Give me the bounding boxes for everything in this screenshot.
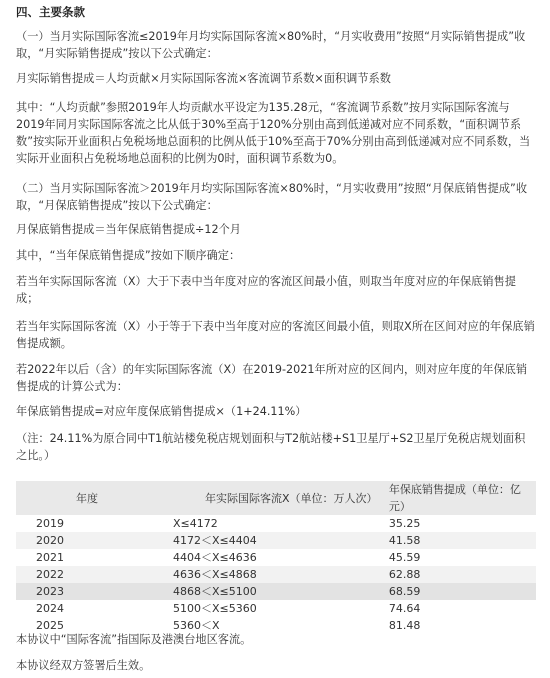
- table-header-row: [16, 481, 536, 515]
- table-cell-commission: 62.88: [389, 566, 536, 583]
- footer-note-2: 本协议经双方签署后生效。: [16, 659, 151, 672]
- clause-2-intro: 其中，“当年保底销售提成”按如下顺序确定：: [16, 249, 241, 262]
- table-cell-year: 2021: [36, 551, 64, 564]
- clause-2-rule-1: 若当年实际国际客流（X）大于下表中当年度对应的客流区间最小值，则取当年度对应的年保底销售提成；: [16, 275, 516, 305]
- clause-3-text: 若2022年以后（含）的年实际国际客流（X）在2019-2021年所对应的区间内，则对应年度的年保底销售提成的计算公式为：: [16, 363, 528, 393]
- table-row: [16, 566, 536, 583]
- clause-2-text: （二）当月实际国际客流＞2019年月均实际国际客流×80%时，“月实收费用”按照“月保底销售提成”收取，“月保底销售提成”按以下公式确定：: [16, 182, 528, 212]
- table-row: [16, 532, 536, 549]
- clause-3-note: （注：24.11%为原合同中T1航站楼免税店规划面积与T2航站楼+S1卫星厅+S2卫星厅免税店规划面积之比。）: [16, 432, 526, 462]
- table-cell-commission: 81.48: [388, 619, 421, 632]
- table-cell-commission: 74.64: [388, 602, 421, 615]
- table-cell-year: 2022: [16, 566, 173, 583]
- table-row: [16, 549, 536, 566]
- table-cell-commission: 35.25: [388, 517, 421, 530]
- table-cell-traffic: 4868＜X≤5100: [173, 583, 389, 600]
- footer-note-1: 本协议中“国际客流”指国际及港澳台地区客流。: [16, 633, 252, 646]
- table-cell-year: 2019: [36, 517, 64, 530]
- section-heading: 四、主要条款: [16, 5, 85, 19]
- table-header-traffic: 年实际国际客流X（单位：万人次）: [173, 481, 389, 515]
- table-cell-year: 2020: [16, 532, 173, 549]
- table-cell-traffic: 4404＜X≤4636: [172, 551, 257, 564]
- clause-2-rule-2: 若当年实际国际客流（X）小于等于下表中当年度对应的客流区间最小值，则取X所在区间对应的年保底销售提成额。: [16, 320, 535, 350]
- table-cell-commission: 41.58: [389, 532, 536, 549]
- table-cell-traffic: X≤4172: [172, 517, 218, 530]
- table-cell-traffic: 4172＜X≤4404: [173, 532, 389, 549]
- clause-1-text: （一）当月实际国际客流≤2019年月均实际国际客流×80%时，“月实收费用”按照“月实际销售提成”收取，“月实际销售提成”按以下公式确定：: [16, 30, 526, 60]
- clause-3-formula: 年保底销售提成=对应年度保底销售提成×（1+24.11%）: [16, 405, 307, 418]
- table-header-year: 年度: [16, 481, 173, 515]
- clause-2-formula: 月保底销售提成＝当年保底销售提成÷12个月: [16, 223, 241, 236]
- table-cell-traffic: 5100＜X≤5360: [172, 602, 257, 615]
- table-cell-year: 2025: [36, 619, 64, 632]
- table-cell-traffic: 5360＜X: [172, 619, 220, 632]
- table-row: [16, 600, 536, 617]
- clause-1-note: 其中：“人均贡献”参照2019年人均贡献水平设定为135.28元，“客流调节系数”按月实际国际客流与2019年同月实际国际客流之比从低于30%至高于120%分别由高到低递减对应不同系数，“面积调节系数”按实际开业面积占免税场地总面积的比例从低于10%至高于70%分别由高到低递减对应不同系数，当实际开业面积占免税场地总面积的比例为0时，面积调节系数为0。: [16, 101, 531, 165]
- table-cell-traffic: 4636＜X≤4868: [173, 566, 389, 583]
- table-row: [16, 515, 536, 532]
- table-cell-year: 2023: [16, 583, 173, 600]
- table-cell-year: 2024: [36, 602, 64, 615]
- table-cell-commission: 45.59: [388, 551, 421, 564]
- clause-1-formula: 月实际销售提成＝人均贡献×月实际国际客流×客流调节系数×面积调节系数: [16, 72, 391, 85]
- table-row: [16, 583, 536, 600]
- table-cell-commission: 68.59: [389, 583, 536, 600]
- guarantee-table: [16, 481, 536, 634]
- table-header-commission: 年保底销售提成（单位：亿元）: [389, 481, 536, 515]
